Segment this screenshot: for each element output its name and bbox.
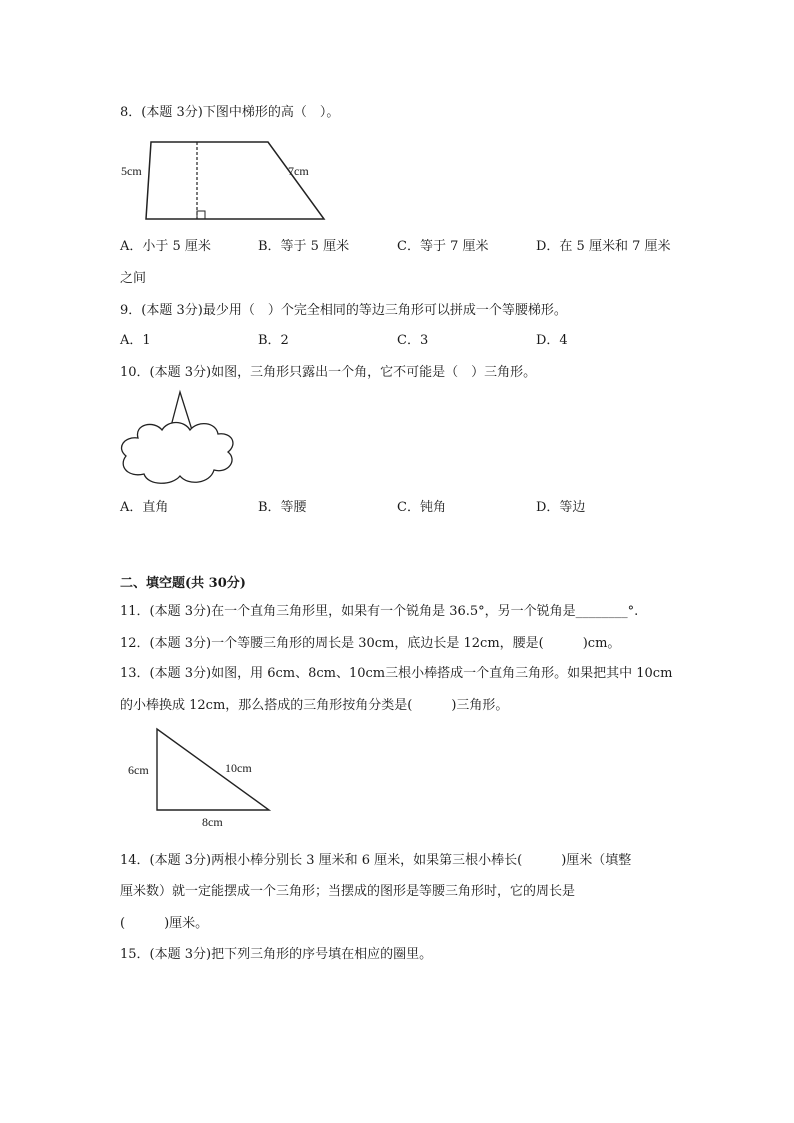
q10-option-d[interactable]: D．等边 (536, 500, 586, 515)
right-triangle-shape (157, 729, 269, 810)
triangle-label-left: 6cm (128, 763, 149, 777)
trapezoid-label-right: 7cm (288, 164, 309, 178)
q9-option-c[interactable]: C．3 (397, 333, 429, 348)
cloud-triangle-figure (118, 386, 238, 490)
trapezoid-shape (146, 142, 324, 219)
q14-line1: 14．(本题 3分)两根小棒分别长 3 厘米和 6 厘米，如果第三根小棒长( )厘米（填整 (120, 853, 632, 868)
q8-option-b[interactable]: B．等于 5 厘米 (258, 239, 350, 254)
trapezoid-figure (118, 140, 333, 224)
q9-text: 9．(本题 3分)最少用（ ）个完全相同的等边三角形可以拼成一个等腰梯形。 (120, 303, 567, 318)
right-angle-marker (197, 211, 205, 219)
triangle-label-hypotenuse: 10cm (225, 761, 252, 775)
q8-text: 8．(本题 3分)下图中梯形的高（ ）。 (120, 105, 340, 120)
q8-option-d-cont: 之间 (120, 271, 147, 286)
q14-line3: ( )厘米。 (120, 916, 209, 931)
triangle-label-bottom: 8cm (202, 815, 223, 829)
q10-option-c[interactable]: C．钝角 (397, 500, 446, 515)
q9-option-d[interactable]: D．4 (536, 333, 568, 348)
q8-option-d[interactable]: D．在 5 厘米和 7 厘米 (536, 239, 671, 254)
q8-option-c[interactable]: C．等于 7 厘米 (397, 239, 489, 254)
q13-line2: 的小棒换成 12cm，那么搭成的三角形按角分类是( )三角形。 (120, 698, 509, 713)
section-title-fill-in: 二、填空题(共 30分) (120, 576, 246, 591)
q15-text: 15．(本题 3分)把下列三角形的序号填在相应的圈里。 (120, 947, 433, 962)
trapezoid-label-left: 5cm (121, 164, 142, 178)
q13-line1: 13．(本题 3分)如图，用 6cm、8cm、10cm三根小棒搭成一个直角三角形。如果把其中 10cm (120, 666, 673, 681)
q9-option-b[interactable]: B．2 (258, 333, 289, 348)
q9-option-a[interactable]: A．1 (120, 333, 151, 348)
q14-line2: 厘米数）就一定能摆成一个三角形；当摆成的图形是等腰三角形时，它的周长是 (120, 884, 576, 899)
q10-text: 10．(本题 3分)如图，三角形只露出一个角，它不可能是（ ）三角形。 (120, 365, 537, 380)
q11-text: 11．(本题 3分)在一个直角三角形里，如果有一个锐角是 36.5°，另一个锐角是________°. (120, 604, 639, 619)
q10-option-b[interactable]: B．等腰 (258, 500, 307, 515)
cloud-shape (122, 423, 233, 484)
q10-option-a[interactable]: A．直角 (120, 500, 169, 515)
right-triangle-figure (126, 726, 276, 830)
q8-option-a[interactable]: A．小于 5 厘米 (120, 239, 211, 254)
q12-text: 12．(本题 3分)一个等腰三角形的周长是 30cm，底边长是 12cm，腰是( )cm。 (120, 636, 621, 651)
